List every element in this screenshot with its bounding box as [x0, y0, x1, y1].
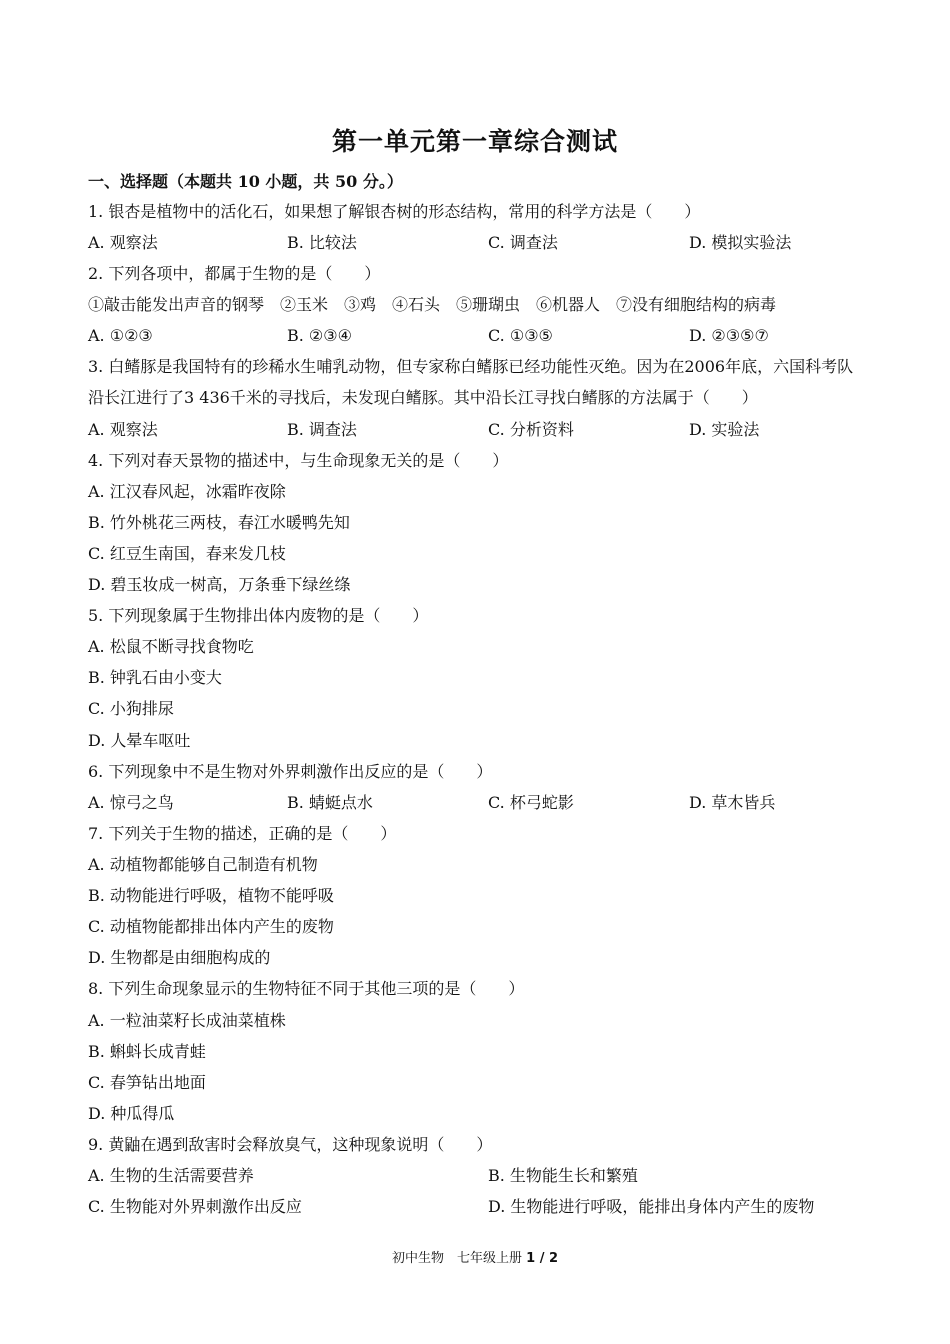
question-8-option-b: B. 蝌蚪长成青蛙: [88, 1042, 206, 1061]
question-7-option-d: D. 生物都是由细胞构成的: [88, 948, 271, 967]
question-6-stem: 6. 下列现象中不是生物对外界刺激作出反应的是（ ）: [88, 762, 493, 781]
question-6-option-b: B. 蜻蜓点水: [287, 793, 373, 812]
page-footer: [0, 1247, 950, 1266]
question-3-option-a: A. 观察法: [88, 420, 158, 439]
page-number: 1 / 2: [526, 1251, 559, 1266]
question-4-option-b: B. 竹外桃花三两枝，春江水暖鸭先知: [88, 513, 350, 532]
question-1-option-b: B. 比较法: [287, 233, 357, 252]
question-9-option-c: C. 生物能对外界刺激作出反应: [88, 1197, 302, 1216]
question-8-option-c: C. 春笋钻出地面: [88, 1073, 206, 1092]
question-7-option-b: B. 动物能进行呼吸，植物不能呼吸: [88, 886, 334, 905]
question-3-stem-line1: 3. 白鳍豚是我国特有的珍稀水生哺乳动物，但专家称白鳍豚已经功能性灭绝。因为在2006年底，六国科考队: [88, 357, 854, 376]
question-1-stem: 1. 银杏是植物中的活化石，如果想了解银杏树的形态结构，常用的科学方法是（ ）: [88, 202, 701, 221]
question-4-option-d: D. 碧玉妆成一树高，万条垂下绿丝绦: [88, 575, 351, 594]
question-9-option-d: D. 生物能进行呼吸，能排出身体内产生的废物: [488, 1197, 815, 1216]
question-7-option-a: A. 动植物都能够自己制造有机物: [88, 855, 318, 874]
question-8-option-a: A. 一粒油菜籽长成油菜植株: [88, 1011, 286, 1030]
footer-text: 初中生物 七年级上册: [391, 1251, 522, 1266]
question-9-option-a: A. 生物的生活需要营养: [88, 1166, 254, 1185]
question-3-option-d: D. 实验法: [689, 420, 760, 439]
question-9-stem: 9. 黄鼬在遇到敌害时会释放臭气，这种现象说明（ ）: [88, 1135, 493, 1154]
question-6-option-a: A. 惊弓之鸟: [88, 793, 174, 812]
section-header: 一、选择题（本题共 10 小题，共 50 分。）: [88, 172, 403, 191]
question-8-stem: 8. 下列生命现象显示的生物特征不同于其他三项的是（ ）: [88, 979, 525, 998]
question-2-items: ①敲击能发出声音的钢琴 ②玉米 ③鸡 ④石头 ⑤珊瑚虫 ⑥机器人 ⑦没有细胞结构的病毒: [88, 295, 777, 314]
question-3-option-b: B. 调查法: [287, 420, 357, 439]
question-6-option-c: C. 杯弓蛇影: [488, 793, 574, 812]
question-5-option-d: D. 人晕车呕吐: [88, 731, 191, 750]
question-2-option-a: A. ①②③: [88, 326, 153, 345]
question-2-stem: 2. 下列各项中，都属于生物的是（ ）: [88, 264, 381, 283]
question-4-option-a: A. 江汉春风起，冰霜昨夜除: [88, 482, 286, 501]
question-5-option-b: B. 钟乳石由小变大: [88, 668, 222, 687]
question-2-option-d: D. ②③⑤⑦: [689, 326, 769, 345]
question-8-option-d: D. 种瓜得瓜: [88, 1104, 175, 1123]
question-2-option-b: B. ②③④: [287, 326, 352, 345]
question-4-stem: 4. 下列对春天景物的描述中，与生命现象无关的是（ ）: [88, 451, 509, 470]
question-7-option-c: C. 动植物能都排出体内产生的废物: [88, 917, 334, 936]
question-7-stem: 7. 下列关于生物的描述，正确的是（ ）: [88, 824, 397, 843]
question-9-option-b: B. 生物能生长和繁殖: [488, 1166, 638, 1185]
question-5-option-c: C. 小狗排尿: [88, 699, 174, 718]
question-1-option-a: A. 观察法: [88, 233, 158, 252]
question-4-option-c: C. 红豆生南国，春来发几枝: [88, 544, 286, 563]
question-1-option-c: C. 调查法: [488, 233, 558, 252]
page-title: 第一单元第一章综合测试: [331, 127, 618, 156]
question-5-stem: 5. 下列现象属于生物排出体内废物的是（ ）: [88, 606, 429, 625]
question-6-option-d: D. 草木皆兵: [689, 793, 776, 812]
question-3-option-c: C. 分析资料: [488, 420, 574, 439]
question-1-option-d: D. 模拟实验法: [689, 233, 792, 252]
question-5-option-a: A. 松鼠不断寻找食物吃: [88, 637, 254, 656]
question-2-option-c: C. ①③⑤: [488, 326, 553, 345]
question-3-stem-line2: 沿长江进行了3 436千米的寻找后，未发现白鳍豚。其中沿长江寻找白鳍豚的方法属于（ ）: [88, 388, 758, 407]
